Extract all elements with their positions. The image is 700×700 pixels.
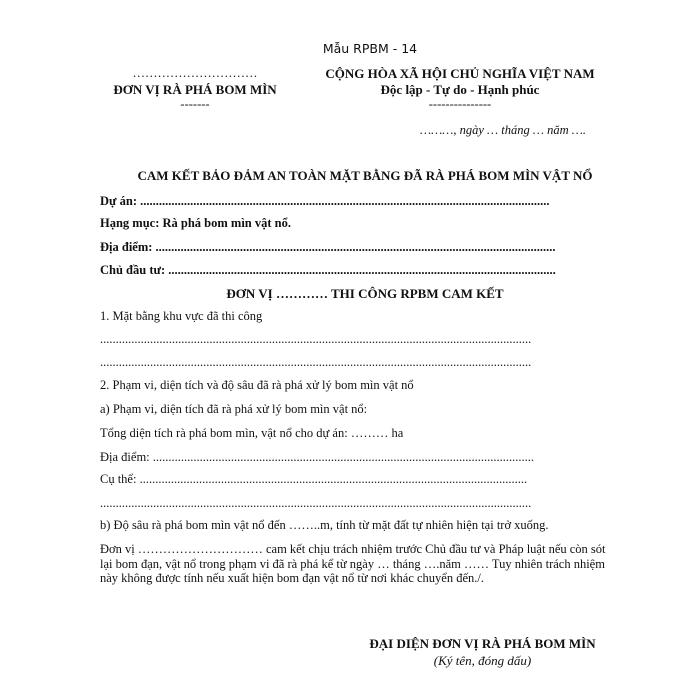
total-area-line: Tổng diện tích rà phá bom mìn, vật nổ cho dự án: ……… ha	[100, 426, 404, 440]
dotted-line: ..........................................................................................................................................	[100, 496, 532, 510]
section-2-title: 2. Phạm vi, diện tích và độ sâu đã rà phá xử lý bom mìn vật nổ	[100, 378, 414, 392]
form-code: Mẫu RPBM - 14	[322, 41, 418, 56]
section-1-dotted-line: ..........................................................................................................................................	[100, 355, 532, 369]
section-2a-text: a) Phạm vi, diện tích đã rà phá xử lý bom mìn vật nổ:	[100, 402, 368, 416]
investor-field: Chủ đầu tư: ............................................................................................................................	[100, 263, 556, 277]
unit-name: ĐƠN VỊ RÀ PHÁ BOM MÌN	[113, 82, 277, 97]
section-1-title: 1. Mặt bằng khu vực đã thi công	[100, 309, 263, 323]
commitment-paragraph: Đơn vị ………………………… cam kết chịu trách nhiệm trước Chủ đầu tư và Pháp luật nếu còn sót lại bom đạn, vật nổ trong phạm vi đã rà phá kể từ ngày … tháng ….năm …… Tuy nhiên trách nhiệm này không được tính nếu xuất hiện bom đạn vật nổ từ nơi khác chuyển đến./.	[100, 542, 606, 585]
unit-name-placeholder: …………………………	[132, 66, 258, 80]
signature-title: ĐẠI DIỆN ĐƠN VỊ RÀ PHÁ BOM MÌN	[369, 636, 596, 651]
project-field: Dự án: ...................................................................................................................................	[100, 194, 550, 208]
location-field: Địa điểm: ................................................................................................................................	[100, 240, 556, 254]
item-field: Hạng mục: Rà phá bom mìn vật nổ.	[100, 216, 291, 230]
motto-rule: ---------------	[428, 97, 492, 111]
section-1-dotted-line: ..........................................................................................................................................	[100, 332, 532, 346]
document-title: CAM KẾT BẢO ĐẢM AN TOÀN MẶT BẰNG ĐÃ RÀ PHÁ BOM MÌN VẬT NỔ	[137, 168, 593, 183]
national-motto: Độc lập - Tự do - Hạnh phúc	[380, 82, 540, 97]
signature-note: (Ký tên, đóng dấu)	[433, 653, 532, 668]
location-line: Địa điểm: ..........................................................................................................................	[100, 450, 535, 464]
section-2b-text: b) Độ sâu rà phá bom mìn vật nổ đến ……..m, tính từ mặt đất tự nhiên hiện tại trở xuống.	[100, 518, 549, 532]
unit-name-rule: -------	[180, 97, 210, 111]
country-name: CỘNG HÒA XÃ HỘI CHỦ NGHĨA VIỆT NAM	[325, 66, 595, 81]
date-line: ………, ngày … tháng … năm ….	[420, 123, 586, 137]
section-heading: ĐƠN VỊ ………… THI CÔNG RPBM CAM KẾT	[226, 286, 504, 301]
specific-line: Cụ thể: ............................................................................................................................	[100, 472, 528, 486]
